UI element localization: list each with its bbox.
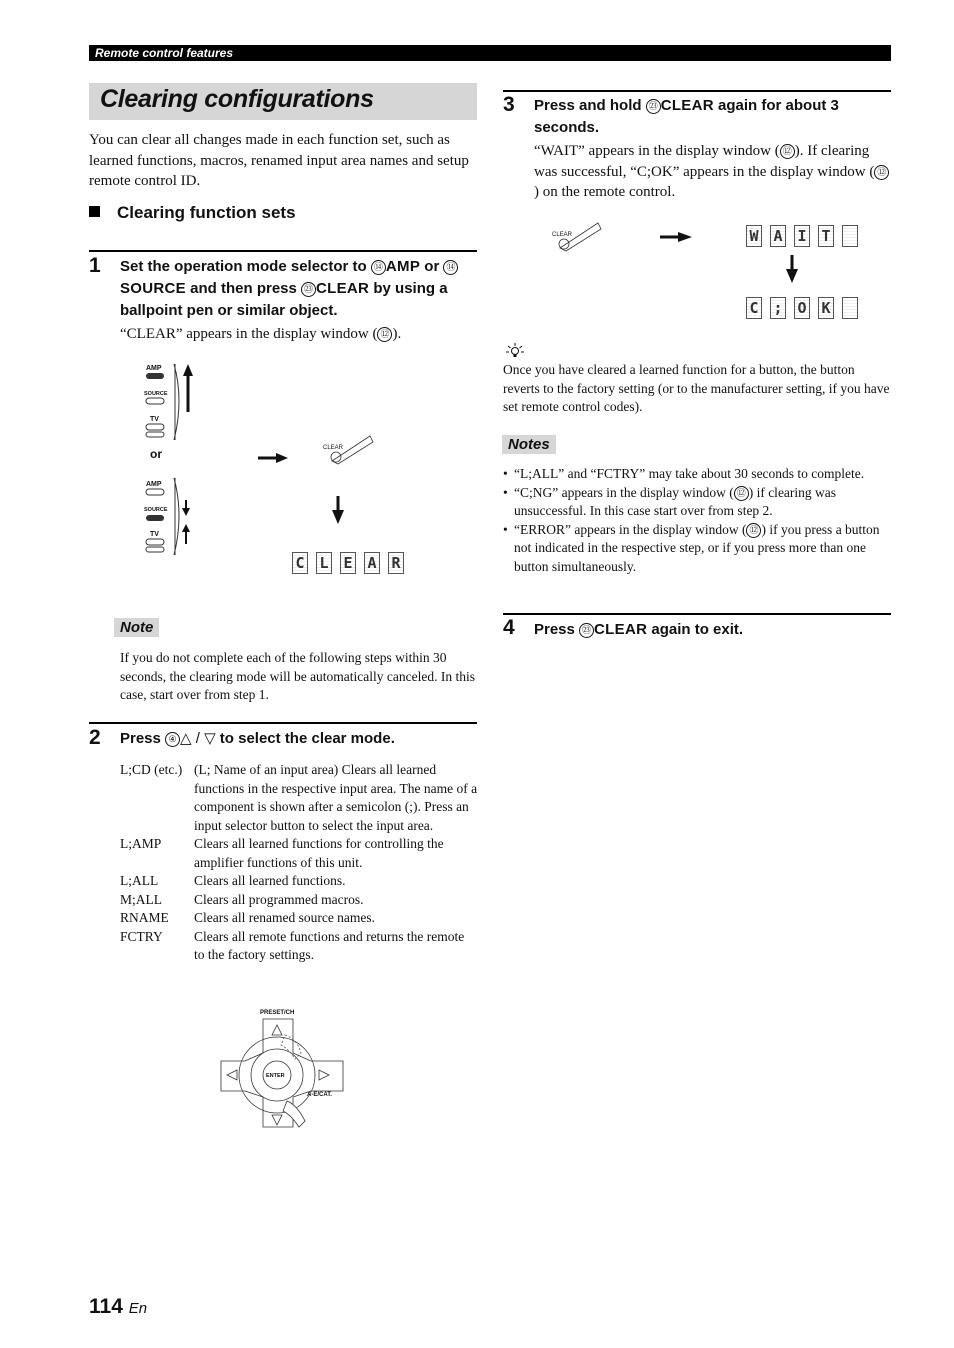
step3-body-a: “WAIT” appears in the display window ( (534, 143, 780, 159)
step1-text-b: or (420, 258, 444, 275)
mode-key: RNAME (120, 910, 169, 925)
table-row (120, 928, 478, 965)
lcd-display-wait (746, 225, 858, 247)
step1-text-a: Set the operation mode selector to (120, 258, 371, 275)
section-bullet-icon (89, 206, 100, 217)
mode-desc: Clears all learned functions. (194, 873, 346, 888)
step1-heading (120, 256, 480, 322)
lcd-char: C (746, 297, 762, 319)
step1-callout-14b: ⑭ (443, 260, 458, 275)
step2-callout-4: ④ (165, 732, 180, 747)
fig-label-amp-2: AMP (146, 481, 162, 488)
lcd-char: C (292, 552, 308, 574)
step1-key-amp: AMP (385, 258, 421, 275)
fig-label-source-2: SOURCE (144, 507, 168, 513)
fig-label-preset: PRESET/CH (260, 1010, 295, 1016)
step1-rule (89, 250, 477, 252)
step3-rule (503, 90, 891, 92)
mode-desc: Clears all renamed source names. (194, 910, 376, 925)
lcd-display-clear (292, 552, 404, 574)
lcd-display-cok (746, 297, 858, 319)
section-title: Clearing function sets (117, 203, 296, 222)
lcd-char: O (794, 297, 810, 319)
step2-text-a: Press (120, 730, 166, 747)
fig-label-tv: TV (150, 416, 159, 423)
fig-label-clear: CLEAR (323, 445, 344, 451)
lcd-char: A (364, 552, 380, 574)
mode-key: FCTRY (120, 928, 163, 944)
step2-text-b: to select the clear mode. (215, 730, 395, 747)
step3-body-b: ). If clearing was successful, “C;OK” appears in the display window ( (534, 143, 875, 180)
step4-number: 4 (503, 616, 515, 639)
table-row (120, 872, 478, 891)
mode-key: M;ALL (120, 891, 162, 907)
step1-text-c: and then press (185, 280, 302, 297)
mode-key: L;CD (etc.) (120, 762, 183, 777)
step3-callout-23: ㉓ (646, 99, 661, 114)
lcd-char (842, 297, 858, 319)
step4-rule (503, 613, 891, 615)
step4-text-b: again to exit. (647, 621, 744, 638)
intro-paragraph: You can clear all changes made in each function set, such as learned functions, macros, renamed input area names and setup remote control ID. (89, 132, 469, 189)
lcd-char (842, 225, 858, 247)
step1-callout-14: ⑭ (371, 260, 386, 275)
step3-body-callout-2: ⑫ (874, 165, 889, 180)
step4-heading (534, 619, 890, 641)
step3-body (534, 141, 890, 203)
lcd-char: T (818, 225, 834, 247)
page-number (89, 1295, 147, 1319)
table-row (120, 891, 478, 910)
lcd-char: A (770, 225, 786, 247)
tip-lightbulb-icon (505, 342, 525, 363)
step2-heading (120, 728, 480, 750)
tip-text: Once you have cleared a learned function for a button, the button reverts to the factory setting (or to the manufacturer setting, if you have set remote control codes). (503, 362, 890, 414)
page-title-box (89, 83, 477, 120)
step1-body-a: “CLEAR” appears in the display window ( (120, 326, 378, 342)
page-number-value: 114 (89, 1295, 123, 1318)
notes-label: Notes (502, 435, 556, 454)
lcd-char: R (388, 552, 404, 574)
lcd-char: K (818, 297, 834, 319)
note-text: If you do not complete each of the following steps within 30 seconds, the clearing mode will be automatically canceled. In this case, start over from step 1. (120, 650, 476, 702)
lcd-char: E (340, 552, 356, 574)
fig-label-amp: AMP (146, 365, 162, 372)
table-row (120, 909, 478, 928)
step3-body-c: ) on the remote control. (534, 184, 676, 200)
note-text-a: “L;ALL” and “FCTRY” may take about 30 seconds to complete. (514, 466, 865, 481)
step1-number: 1 (89, 254, 101, 277)
note-text-b: ) if you press a button not indicated in the respective step, or if you press more than one button simultaneously. (514, 521, 880, 574)
lcd-char: ; (770, 297, 786, 319)
list-item (503, 465, 891, 484)
step1-key-clear: CLEAR (316, 280, 370, 297)
running-header-label: Remote control features (95, 46, 234, 60)
note-callout: ⑫ (746, 523, 761, 538)
step1-body (120, 324, 480, 345)
table-row (120, 761, 478, 835)
step2-number: 2 (89, 726, 101, 749)
step3-key-clear: CLEAR (660, 97, 714, 114)
page-lang: En (128, 1300, 148, 1317)
step3-number: 3 (503, 93, 515, 116)
step2-arrows: △ / ▽ (180, 730, 216, 747)
mode-desc: Clears all remote functions and returns the remote to the factory settings. (194, 928, 465, 962)
step3-body-callout-1: ⑫ (780, 144, 795, 159)
clear-mode-table (120, 761, 478, 965)
section-heading (89, 203, 296, 223)
fig-label-source: SOURCE (144, 391, 168, 397)
table-row (120, 835, 478, 872)
step2-rule (89, 722, 477, 724)
step4-key-clear: CLEAR (594, 621, 648, 638)
step1-body-callout: ⑫ (377, 327, 392, 342)
step4-callout-23: ㉓ (579, 623, 594, 638)
fig-label-tv-2: TV (150, 531, 159, 538)
fig-label-enter: ENTER (266, 1073, 285, 1079)
step3-text-a: Press and hold (534, 97, 646, 114)
step3-heading (534, 95, 890, 139)
mode-desc: Clears all learned functions for controlling the amplifier functions of this unit. (194, 836, 444, 870)
lcd-char: W (746, 225, 762, 247)
step3-figure (548, 215, 848, 325)
note-text-a: “ERROR” appears in the display window ( (514, 521, 747, 537)
note-callout: ⑫ (734, 486, 749, 501)
lcd-char: I (794, 225, 810, 247)
mode-key: L;AMP (120, 836, 162, 851)
step1-text-d: by using a ballpoint pen or similar object. (120, 280, 448, 319)
mode-key: L;ALL (120, 873, 159, 888)
list-item (503, 484, 891, 521)
fig3-label-clear: CLEAR (552, 232, 573, 238)
list-item (503, 521, 891, 577)
page-title: Clearing configurations (100, 85, 374, 113)
fig-label-aecat: A-E/CAT. (307, 1092, 332, 1098)
step1-body-b: ). (392, 326, 402, 342)
cursor-pad-illustration (215, 1005, 355, 1135)
note-text-b: ) if clearing was unsuccessful. In this case start over from step 2. (514, 484, 837, 518)
step4-text-a: Press (534, 621, 580, 638)
cursor-pad-figure (215, 1005, 355, 1135)
step1-callout-23: ㉓ (301, 282, 316, 297)
lcd-char: L (316, 552, 332, 574)
notes-list (503, 465, 891, 576)
step1-key-source: SOURCE (120, 280, 186, 297)
fig-label-or: or (150, 447, 162, 461)
note-label: Note (114, 618, 159, 637)
step1-figure (140, 360, 400, 585)
step3-text-b: again for about 3 seconds. (534, 97, 839, 136)
mode-desc: Clears all programmed macros. (194, 891, 364, 907)
mode-desc: (L; Name of an input area) Clears all learned functions in the respective input area. The name of a component is shown after a semicolon (;). Press an input selector button to select the input area. (194, 762, 478, 833)
note-text-a: “C;NG” appears in the display window ( (514, 484, 734, 500)
running-header (89, 45, 891, 61)
